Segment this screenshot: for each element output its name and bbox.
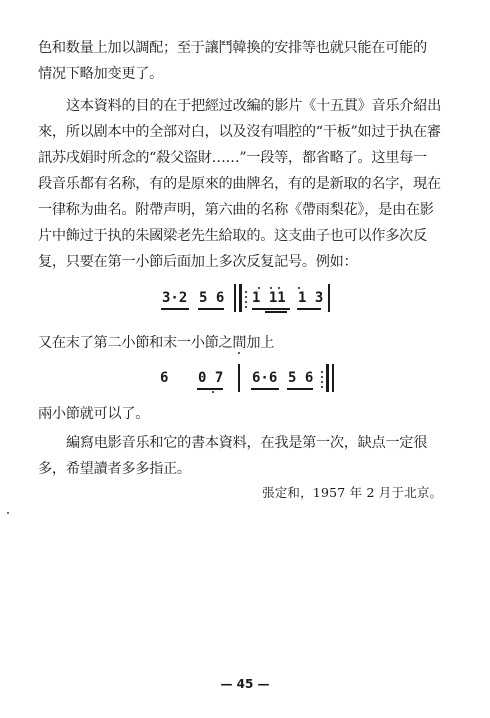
music-notation-example-2 — [0, 370, 490, 400]
text-line: 又在末了第二小節和末一小節之間加上 — [38, 335, 275, 351]
scan-speck — [7, 512, 9, 514]
repeat-dot — [321, 381, 323, 383]
text-line: 訊苏戌娟时所念的“殺父盜財……”一段等，都省略了。这里每一 — [38, 150, 427, 166]
repeat-dot — [321, 371, 323, 373]
text-line: 情况下略加变更了。 — [38, 66, 163, 82]
repeat-dot — [321, 376, 323, 378]
beat-underline — [265, 311, 287, 313]
music-notation-example-1 — [0, 290, 490, 320]
barline — [328, 284, 330, 312]
repeat-dot — [245, 296, 247, 298]
repeat-barline — [234, 284, 236, 312]
text-line: 色和数量上加以調配；至于讓鬥韓換的安排等也就只能在可能的 — [38, 40, 427, 56]
note-group: 5 6 — [199, 290, 225, 306]
text-line: 來，所以剧本中的全部对白，以及沒有唱腔的“干板”如过于执在審 — [38, 124, 441, 140]
text-line: 編寫电影音乐和它的書本資料，在我是第一次，缺点一定很 — [66, 435, 428, 451]
repeat-dot — [321, 386, 323, 388]
text-line: 多，希望讀者多多指正。 — [38, 461, 191, 477]
author-signature: 張定和，1957 年 2 月于北京。 — [262, 485, 443, 500]
note-group: 0 7 — [198, 370, 224, 386]
beat-underline — [198, 308, 224, 310]
note-group: 1 3 — [298, 290, 324, 306]
note-group: 6 — [160, 370, 169, 386]
repeat-barline — [332, 364, 334, 392]
low-octave-dot — [212, 391, 214, 393]
text-line: 段音乐都有名称，有的是原來的曲牌名，有的是新取的名字，現在 — [38, 176, 441, 192]
beat-underline — [161, 308, 189, 310]
note-group: 5 6 — [288, 370, 314, 386]
repeat-barline-thick — [239, 284, 242, 312]
text-line: 兩小節就可以了。 — [38, 406, 150, 422]
page-number: — 45 — — [220, 677, 270, 691]
repeat-barline-thick — [326, 364, 329, 392]
beat-underline — [287, 388, 313, 390]
text-line: 复，只要在第一小節后面加上多次反复記号。例如： — [38, 254, 358, 270]
scan-speck — [238, 352, 240, 354]
repeat-dot — [245, 291, 247, 293]
text-line: 这本資料的目的在于把經过改編的影片《十五貫》音乐介紹出 — [66, 98, 441, 114]
note-group: 1 11 — [252, 290, 286, 306]
text-line: 片中飾过于执的朱國梁老先生給取的。这支曲子也可以作多次反 — [38, 228, 427, 244]
text-line: 一律称为曲名。附帶声明，第六曲的名称《帶雨梨花》，是由在影 — [38, 202, 434, 218]
beat-underline — [252, 308, 290, 310]
barline — [238, 364, 240, 392]
repeat-dot — [245, 306, 247, 308]
beat-underline — [251, 388, 279, 390]
note-group: 3·2 — [162, 290, 188, 306]
note-group: 6·6 — [252, 370, 278, 386]
beat-underline — [297, 308, 321, 310]
repeat-dot — [245, 301, 247, 303]
beat-underline — [197, 388, 223, 390]
